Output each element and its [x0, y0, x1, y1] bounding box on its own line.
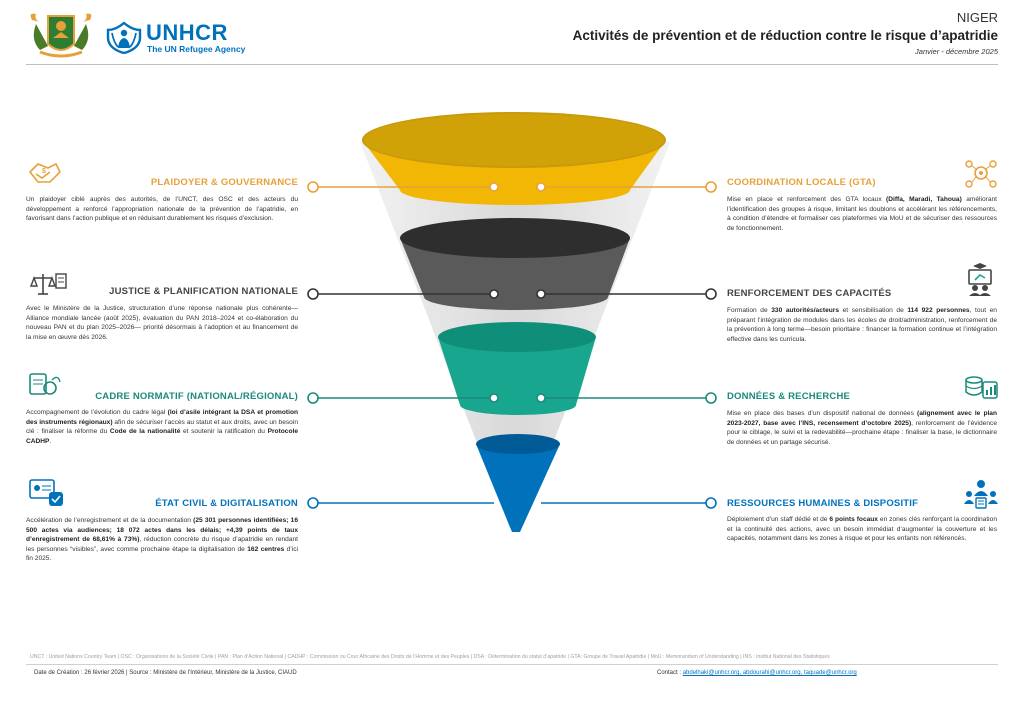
section-body: Formation de 330 autorités/acteurs et sensibilisation de 114 922 personnes, tout en préparant l’intégration de modules dans les écoles de droit/administration, renforcement de la prévention à long terme—besoin prioritaire : financer la formation continue et l’intégration effective dans les curricula.: [727, 307, 997, 343]
connector-node: [537, 183, 545, 191]
section-body: Accompagnement de l’évolution du cadre légal (loi d’asile intégrant la DSA et promotion des instruments régionaux) afin de sécuriser l’accès au statut et aux droits, avec un besoin clé : finaliser la réforme du Code de la nationalité et soutenir la ratification du Protocole CADHP.: [26, 409, 298, 445]
connector-node: [490, 183, 498, 191]
connector-node: [490, 290, 498, 298]
org-tagline: The UN Refugee Agency: [147, 44, 246, 54]
training-icon: [963, 262, 999, 296]
section-body: Déploiement d’un staff dédié et de 6 points focaux en zones clés renforçant la coordination et la continuité des actions, avec un besoin immédiat d’augmenter la couverture et les capacités, notamment dans les zones à risque et pour les enfants non référencés.: [727, 516, 997, 543]
connector-node: [308, 498, 318, 508]
funnel-tier-gray-top: [400, 218, 630, 258]
civil-registry-icon: [26, 476, 68, 510]
funnel-tier-teal-top: [438, 322, 596, 352]
section-justice: [26, 270, 298, 360]
country-label: NIGER: [956, 10, 998, 25]
footer-abbreviations: UNCT : United Nations Country Team | OSC : Organisations de la Société Civile | PAN : Plan d’Action National | CADHP : Commission ou Cour Africaine des Droits de l’Homme et des Peuples | DSA : Détermination du statut d’apatride | GTA: Groupe de Travail Apatridie | MoU : Memorandum of Understanding | INS : Institut National des Statistiques: [30, 654, 830, 660]
connector-node: [706, 289, 716, 299]
funnel-tier-blue: [476, 444, 560, 532]
section-title: RENFORCEMENT DES CAPACITÉS: [727, 288, 892, 299]
section-ressources-humaines: [727, 478, 999, 568]
connector-node: [308, 182, 318, 192]
human-resources-icon: [963, 478, 999, 510]
connector-node: [706, 498, 716, 508]
connector-node: [537, 290, 545, 298]
section-title: ÉTAT CIVIL & DIGITALISATION: [155, 498, 298, 509]
funnel-tier-blue-top: [476, 434, 560, 454]
org-name: UNHCR: [146, 20, 228, 45]
section-cadre-normatif: [26, 370, 298, 460]
section-title: RESSOURCES HUMAINES & DISPOSITIF: [727, 498, 919, 509]
section-title: PLAIDOYER & GOUVERNANCE: [150, 177, 298, 188]
footer-divider: [26, 664, 998, 665]
coordination-icon: [963, 158, 999, 188]
contact-label: Contact :: [657, 670, 682, 676]
section-body: Mise en place des bases d’un dispositif national de données (alignement avec le plan 2023-2027, base avec l’INS, recensement d’octobre 2025), renforcement de l’évidence pour le ciblage, le suivi et la redevabilité—prochaine étape : finaliser la base, le dictionnaire de données et un partage sécurisé.: [727, 410, 997, 446]
footer-contact: [657, 670, 857, 676]
connector-node: [537, 394, 545, 402]
contact-links[interactable]: abdelhaki@unhcr.org, abdourahi@unhcr.org, taguade@unhcr.org: [682, 670, 857, 676]
footer-date-source: Date de Création : 26 février 2026 | Source : Ministère de l’Intérieur, Ministère de la Justice, CIAUD: [34, 670, 297, 676]
connector-node: [706, 393, 716, 403]
section-donnees: [727, 372, 999, 462]
legal-framework-icon: [26, 370, 62, 400]
advocacy-icon: [26, 158, 62, 188]
page-title: Activités de prévention et de réduction contre le risque d’apatridie: [572, 28, 998, 43]
connector-node: [490, 394, 498, 402]
justice-icon: [26, 270, 70, 300]
section-renforcement: [727, 262, 999, 362]
section-title: COORDINATION LOCALE (GTA): [727, 177, 876, 188]
section-body: Mise en place et renforcement des GTA locaux (Diffa, Maradi, Tahoua) améliorant l’identification des groupes à risque, limitant les doublons et accélérant les référencements, à condition d’étendre et formaliser ces plateformes via MoU et de sécuriser des ressources de fonctionnement.: [727, 196, 997, 232]
section-title: JUSTICE & PLANIFICATION NATIONALE: [109, 286, 298, 297]
section-title: DONNÉES & RECHERCHE: [727, 391, 851, 402]
data-icon: [963, 372, 999, 402]
section-body: Avec le Ministère de la Justice, structuration d’une réponse nationale plus cohérente—Alliance mondiale lancée (août 2025), évaluation du PAN 2018–2024 et co-élaboration du nouveau PAN et du plan 2025–2026— priorité désormais à l’adoption et au financement de la mise en œuvre dès 2026.: [26, 305, 298, 341]
section-body: Accélération de l’enregistrement et de la documentation (25 301 personnes identifiées; 16 500 actes via audiences; 18 072 actes dans les délais; +4,39 points de taux d’enregistrement de 68,61% à 73%), réduction concrète du risque d’apatridie en rendant les personnes “visibles”, avec comme prochaine étape la digitalisation de 162 centres d’ici fin 2025.: [26, 517, 298, 563]
connector-node: [706, 182, 716, 192]
svg-text:$: $: [42, 168, 46, 175]
section-body: Un plaidoyer ciblé auprès des autorités, de l’UNCT, des OSC et des acteurs du développement a renforcé l’appropriation nationale de la prévention de l’apatridie, en favorisant dans l’action publique et en réduisant durablement les risques d’exclusion.: [26, 196, 298, 223]
connector-node: [308, 393, 318, 403]
section-coordination: [727, 158, 999, 248]
section-plaidoyer: [26, 158, 298, 248]
section-title: CADRE NORMATIF (NATIONAL/RÉGIONAL): [95, 391, 298, 402]
section-etat-civil: [26, 476, 298, 586]
connector-node: [308, 289, 318, 299]
period-label: Janvier - décembre 2025: [915, 47, 998, 56]
